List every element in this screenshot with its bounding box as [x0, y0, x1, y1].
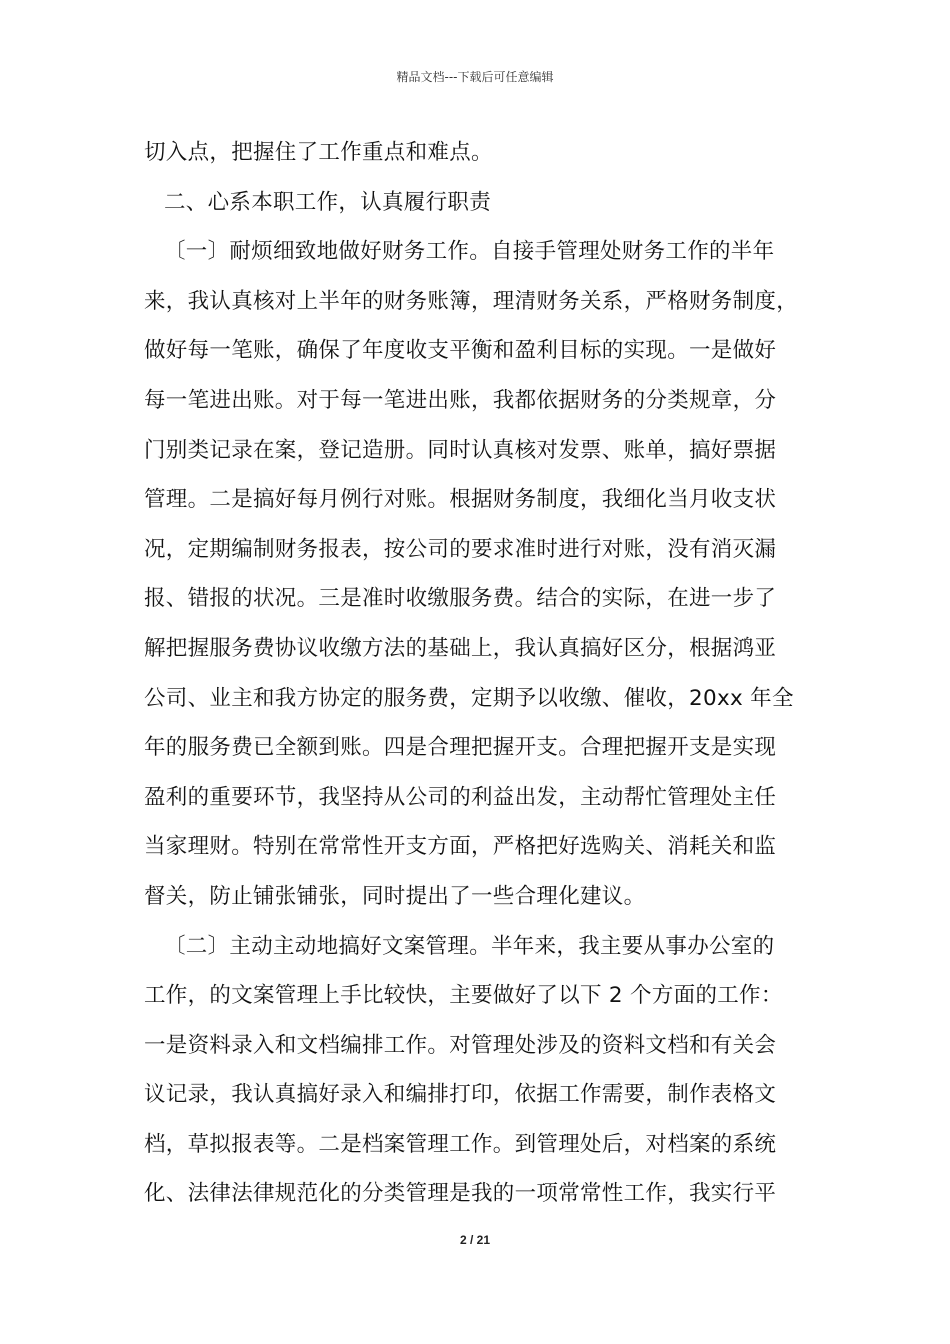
page-header: 精品文档---下载后可任意编辑 [396, 70, 554, 84]
text-line: 档，草拟报表等。二是档案管理工作。到管理处后，对档案的系统 [144, 1131, 777, 1157]
text-line: 议记录，我认真搞好录入和编排打印，依据工作需要，制作表格文 [144, 1082, 777, 1108]
text-line: 切入点，把握住了工作重点和难点。 [144, 140, 493, 165]
text-line: 来，我认真核对上半年的财务账簿，理清财务关系，严格财务制度， [144, 288, 799, 314]
document-body [144, 128, 828, 1219]
text-line: 做好每一笔账，确保了年度收支平衡和盈利目标的实现。一是做好 [144, 338, 777, 364]
text-line: 工作，的文案管理上手比较快，主要做好了以下 2 个方面的工作： [144, 983, 783, 1009]
text-line: 门别类记录在案，登记造册。同时认真核对发票、账单，搞好票据 [144, 437, 777, 463]
text-line: 化、法律法律规范化的分类管理是我的一项常常性工作，我实行平 [144, 1181, 777, 1207]
text-line: 况，定期编制财务报表，按公司的要求准时进行对账，没有消灭漏 [144, 536, 777, 562]
text-line: 一是资料录入和文档编排工作。对管理处涉及的资料文档和有关会 [144, 1032, 777, 1058]
page-number: 2 / 21 [459, 1233, 491, 1247]
text-line: 当家理财。特别在常常性开支方面，严格把好选购关、消耗关和监 [144, 834, 777, 860]
text-line: 年的服务费已全额到账。四是合理把握开支。合理把握开支是实现 [144, 735, 777, 761]
text-line: 〔一〕耐烦细致地做好财务工作。自接手管理处财务工作的半年 [164, 239, 775, 265]
text-line: 管理。二是搞好每月例行对账。根据财务制度，我细化当月收支状 [144, 487, 777, 513]
text-line: 解把握服务费协议收缴方法的基础上，我认真搞好区分，根据鸿亚 [144, 635, 777, 661]
text-line: 公司、业主和我方协定的服务费，定期予以收缴、催收，20xx 年全 [144, 685, 794, 711]
text-line: 盈利的重要环节，我坚持从公司的利益出发，主动帮忙管理处主任 [144, 784, 777, 810]
text-line: 每一笔进出账。对于每一笔进出账，我都依据财务的分类规章，分 [144, 387, 777, 413]
text-line: 〔二〕主动主动地搞好文案管理。半年来，我主要从事办公室的 [164, 933, 775, 959]
section-heading: 二、心系本职工作，认真履行职责 [164, 189, 492, 215]
text-line: 报、错报的状况。三是准时收缴服务费。结合的实际，在进一步了 [144, 586, 777, 612]
text-line: 督关，防止铺张铺张，同时提出了一些合理化建议。 [144, 883, 646, 909]
